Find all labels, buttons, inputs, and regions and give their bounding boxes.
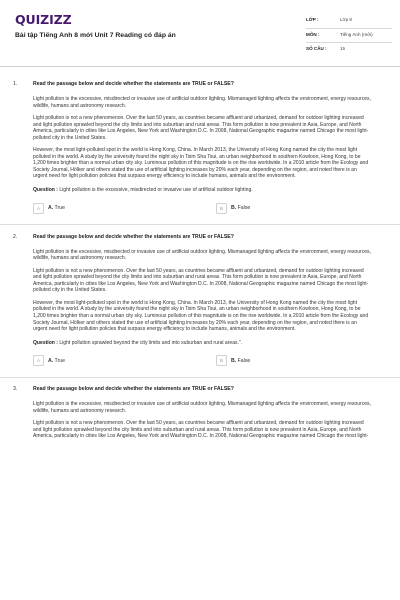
meta-value: Tiếng Anh (mới) [340, 31, 373, 37]
question-instruction: Read the passage below and decide whether the statements are TRUE or FALSE? [33, 386, 234, 393]
option-value: False [236, 205, 251, 212]
question-prompt [33, 187, 372, 194]
meta-row-count [306, 43, 392, 58]
passage-paragraph: Light pollution is not a new phenomenon. Over the last 50 years, as countries became affluent and urbanized, demand for outdoor lighting increased and light pollution sprawled beyond the city limits and into suburban and rural areas. This form pollution is now prevalent in Asia, Europe, and North America, particularly in cities like Los Angeles, New York and Washington D.C. In 2008, National Geographic magazine named Chicago the most light- [33, 420, 369, 440]
option-text [48, 205, 65, 211]
option-key-box[interactable]: A [33, 355, 44, 366]
option-text [231, 358, 250, 364]
passage-paragraph: Light pollution is the excessive, misdirected or invasive use of artificial outdoor lighting. Mismanaged lighting affects the environment, energy resources, wildlife, humans and astronomy research. [33, 401, 371, 414]
meta-value: Lớp 8 [340, 17, 352, 22]
passage-paragraph: Light pollution is not a new phenomenon. Over the last 50 years, as countries became affluent and urbanized, demand for outdoor lighting increased and light pollution sprawled beyond the city limits and into suburban and rural areas. This form pollution is now prevalent in Asia, Europe, and North America, particularly in cities like Los Angeles, New York and Washington D.C. In 2008, National Geographic magazine named Chicago the most light-polluted city in the United States. [33, 115, 369, 141]
worksheet-meta [306, 14, 392, 58]
option-label: B. [231, 205, 237, 212]
question-number: 2. [13, 233, 18, 240]
passage-paragraph: Light pollution is the excessive, misdirected or invasive use of artificial outdoor lighting. Mismanaged lighting affects the environment, energy resources, wildlife, humans and astronomy research. [33, 248, 371, 262]
meta-row-class [306, 14, 392, 29]
option-value: True [53, 357, 66, 364]
passage-paragraph: However, the most light-polluted spot in the world is Hong Kong, China. In March 2013, the University of Hong Kong named the city the most light polluted in the world. A study by the university found the night sky in Tsim Sha Tsui, an urban neighborhood in southern Kowloon, Hong Kong, to be 1,200 times brighter than a normal urban city sky. Luminous pollution of this magnitude is on the rise worldwide. In a 2010 article from the Ecology and Society Journal, Hölker and others stated the use of artificial lighting increases by 20% each year, depending on the region, and noted there is an urgent need for light pollution policies that surpass energy efficiency to include humans, animals and the environment. [33, 147, 369, 180]
passage-paragraph: Light pollution is not a new phenomenon. Over the last 50 years, as countries became affluent and urbanized, demand for outdoor lighting increased and light pollution sprawled beyond the city limits and into suburban and rural areas. This form pollution is now prevalent in Asia, Europe, and North America, particularly in cities like Los Angeles, New York and Washington D.C. In 2008, National Geographic magazine named Chicago the most light-polluted city in the United States. [33, 267, 369, 294]
question-item [0, 377, 400, 454]
page-title: Bài tập Tiếng Anh 8 mới Unit 7 Reading có đáp án [15, 32, 176, 39]
option-key-box[interactable]: B [216, 355, 227, 366]
option-key-box[interactable]: A [33, 203, 44, 214]
passage-paragraph: Light pollution is the excessive, misdirected or invasive use of artificial outdoor lighting. Mismanaged lighting affects the environment, energy resources, wildlife, humans and astronomy research. [33, 96, 371, 109]
header-divider [0, 66, 400, 67]
question-instruction: Read the passage below and decide whether the statements are TRUE or FALSE? [33, 81, 234, 87]
worksheet-header [0, 0, 400, 66]
question-prompt-label: Question : [33, 187, 58, 194]
meta-label: MÔN : [306, 31, 320, 37]
question-number: 3. [13, 386, 18, 393]
question-list [0, 72, 400, 454]
option-label: A. [48, 357, 54, 364]
question-prompt [33, 340, 372, 347]
question-prompt-text: Light pollution sprawled beyond the city limits and into suburban and rural areas.". [57, 339, 243, 346]
meta-row-subject [306, 29, 392, 44]
meta-value: 15 [340, 46, 346, 51]
option-label: A. [48, 205, 54, 212]
meta-label: SỐ CÂU : [306, 46, 327, 51]
question-prompt-label: Question : [33, 339, 58, 346]
option-text [48, 358, 65, 364]
option-key-box[interactable]: B [216, 203, 227, 214]
answer-options [33, 355, 372, 369]
answer-options [33, 203, 372, 217]
option-value: False [236, 357, 251, 364]
question-instruction: Read the passage below and decide whether the statements are TRUE or FALSE? [33, 233, 234, 240]
option-text [231, 205, 250, 211]
question-item [0, 225, 400, 378]
option-value: True [53, 205, 66, 212]
option-label: B. [231, 357, 237, 364]
quizizz-logo[interactable]: QUIZIZZ [15, 12, 72, 27]
meta-label: LỚP : [306, 17, 319, 22]
question-number: 1. [13, 81, 18, 87]
passage-paragraph: However, the most light-polluted spot in the world is Hong Kong, China. In March 2013, the University of Hong Kong named the city the most light polluted in the world. A study by the university found the night sky in Tsim Sha Tsui, an urban neighborhood in southern Kowloon, Hong Kong, to be 1,200 times brighter than a normal urban city sky. Luminous pollution of this magnitude is on the rise worldwide. In a 2010 article from the Ecology and Society Journal, Hölker and others stated the use of artificial lighting increases by 20% each year, depending on the region, and noted there is an urgent need for light pollution policies that surpass energy efficiency to include humans, animals and the environment. [33, 299, 369, 333]
question-item [0, 72, 400, 225]
question-prompt-text: Light pollution is the excessive, misdirected or invasive use of artificial outdoor lighting. [57, 187, 253, 194]
